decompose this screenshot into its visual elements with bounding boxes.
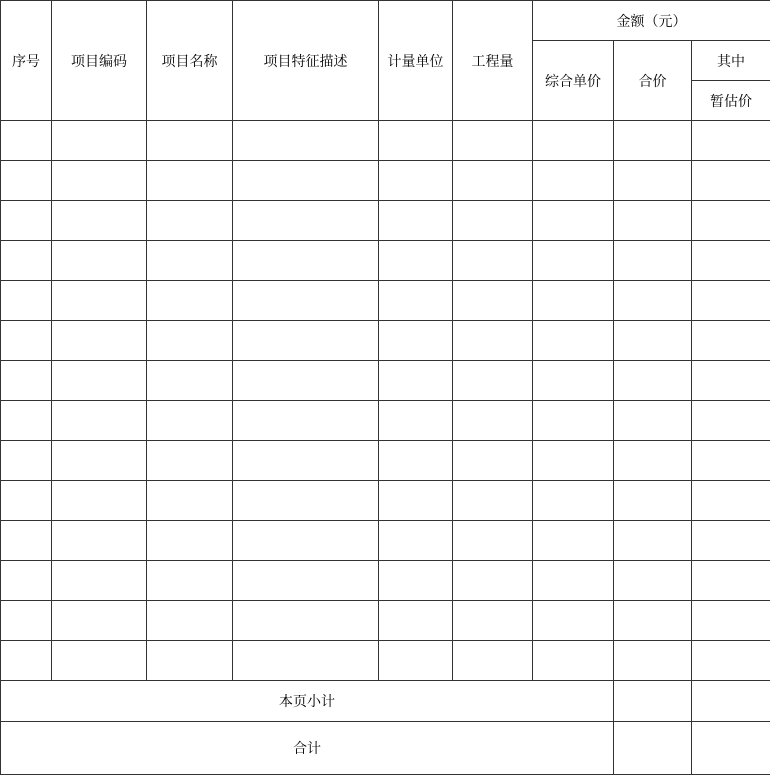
grand-total-label: 合计 bbox=[1, 722, 614, 775]
cell-total-price bbox=[614, 561, 692, 601]
cell-total-price bbox=[614, 321, 692, 361]
cell-code bbox=[52, 281, 147, 321]
cell-index bbox=[1, 201, 52, 241]
header-of-which: 其中 bbox=[692, 41, 770, 81]
cell-unit-price bbox=[533, 281, 614, 321]
cell-provisional bbox=[692, 401, 770, 441]
table-body bbox=[1, 121, 770, 681]
cell-quantity bbox=[453, 281, 533, 321]
cell-description bbox=[233, 401, 379, 441]
header-name: 项目名称 bbox=[147, 1, 233, 121]
cell-total-price bbox=[614, 201, 692, 241]
cell-provisional bbox=[692, 521, 770, 561]
cell-unit-price bbox=[533, 401, 614, 441]
table-row bbox=[1, 641, 770, 681]
cell-unit bbox=[379, 561, 453, 601]
cell-provisional bbox=[692, 161, 770, 201]
cell-unit-price bbox=[533, 641, 614, 681]
cell-unit bbox=[379, 521, 453, 561]
cell-code bbox=[52, 241, 147, 281]
cell-provisional bbox=[692, 281, 770, 321]
table-row bbox=[1, 321, 770, 361]
page-subtotal-label: 本页小计 bbox=[1, 681, 614, 722]
table-row bbox=[1, 161, 770, 201]
table-row bbox=[1, 521, 770, 561]
cell-provisional bbox=[692, 201, 770, 241]
cell-total-price bbox=[614, 281, 692, 321]
cell-provisional bbox=[692, 241, 770, 281]
cell-code bbox=[52, 641, 147, 681]
cell-unit-price bbox=[533, 441, 614, 481]
cell-index bbox=[1, 281, 52, 321]
cell-code bbox=[52, 361, 147, 401]
cell-total-price bbox=[614, 641, 692, 681]
cell-unit bbox=[379, 161, 453, 201]
table-row bbox=[1, 201, 770, 241]
cell-description bbox=[233, 161, 379, 201]
cell-description bbox=[233, 521, 379, 561]
cell-name bbox=[147, 481, 233, 521]
table-row bbox=[1, 601, 770, 641]
cell-total-price bbox=[614, 241, 692, 281]
cell-unit-price bbox=[533, 481, 614, 521]
cell-quantity bbox=[453, 401, 533, 441]
cell-provisional bbox=[692, 561, 770, 601]
table-row bbox=[1, 121, 770, 161]
cell-description bbox=[233, 281, 379, 321]
cell-index bbox=[1, 481, 52, 521]
cell-quantity bbox=[453, 201, 533, 241]
cell-code bbox=[52, 441, 147, 481]
cell-quantity bbox=[453, 561, 533, 601]
cell-unit-price bbox=[533, 361, 614, 401]
cell-unit-price bbox=[533, 241, 614, 281]
cell-quantity bbox=[453, 241, 533, 281]
cell-quantity bbox=[453, 481, 533, 521]
table-row bbox=[1, 441, 770, 481]
grand-total-provisional-cell bbox=[692, 722, 770, 775]
cell-total-price bbox=[614, 361, 692, 401]
header-provisional: 暂估价 bbox=[692, 81, 770, 121]
cell-description bbox=[233, 361, 379, 401]
cell-quantity bbox=[453, 321, 533, 361]
cell-provisional bbox=[692, 121, 770, 161]
cell-unit-price bbox=[533, 121, 614, 161]
cell-quantity bbox=[453, 161, 533, 201]
cell-name bbox=[147, 241, 233, 281]
table-row bbox=[1, 401, 770, 441]
cell-unit bbox=[379, 641, 453, 681]
cell-index bbox=[1, 561, 52, 601]
cell-total-price bbox=[614, 121, 692, 161]
cell-description bbox=[233, 121, 379, 161]
cell-description bbox=[233, 201, 379, 241]
header-index: 序号 bbox=[1, 1, 52, 121]
cell-code bbox=[52, 561, 147, 601]
cell-quantity bbox=[453, 641, 533, 681]
cell-quantity bbox=[453, 361, 533, 401]
cell-name bbox=[147, 561, 233, 601]
cell-unit bbox=[379, 121, 453, 161]
cell-description bbox=[233, 561, 379, 601]
cell-unit-price bbox=[533, 601, 614, 641]
cell-unit bbox=[379, 361, 453, 401]
cell-total-price bbox=[614, 521, 692, 561]
cell-unit bbox=[379, 401, 453, 441]
cell-provisional bbox=[692, 361, 770, 401]
cell-unit bbox=[379, 201, 453, 241]
cell-code bbox=[52, 201, 147, 241]
cell-name bbox=[147, 441, 233, 481]
header-total-price: 合价 bbox=[614, 41, 692, 121]
cell-unit-price bbox=[533, 161, 614, 201]
cell-unit bbox=[379, 241, 453, 281]
cell-description bbox=[233, 321, 379, 361]
header-unit-price: 综合单价 bbox=[533, 41, 614, 121]
page-subtotal-provisional-cell bbox=[692, 681, 770, 722]
cell-name bbox=[147, 121, 233, 161]
header-amount-group: 金额（元） bbox=[533, 1, 770, 41]
header-description: 项目特征描述 bbox=[233, 1, 379, 121]
cell-unit bbox=[379, 441, 453, 481]
cell-description bbox=[233, 481, 379, 521]
cell-unit-price bbox=[533, 521, 614, 561]
cell-index bbox=[1, 401, 52, 441]
table-row bbox=[1, 281, 770, 321]
cell-name bbox=[147, 641, 233, 681]
cell-code bbox=[52, 121, 147, 161]
cell-description bbox=[233, 641, 379, 681]
cell-index bbox=[1, 521, 52, 561]
cell-total-price bbox=[614, 441, 692, 481]
cell-provisional bbox=[692, 441, 770, 481]
cell-name bbox=[147, 321, 233, 361]
cell-name bbox=[147, 601, 233, 641]
cell-description bbox=[233, 441, 379, 481]
cell-index bbox=[1, 161, 52, 201]
cell-index bbox=[1, 321, 52, 361]
cell-quantity bbox=[453, 121, 533, 161]
cell-quantity bbox=[453, 601, 533, 641]
cell-code bbox=[52, 321, 147, 361]
cell-unit bbox=[379, 481, 453, 521]
cell-name bbox=[147, 401, 233, 441]
table-row bbox=[1, 481, 770, 521]
cell-index bbox=[1, 121, 52, 161]
cell-index bbox=[1, 641, 52, 681]
cell-total-price bbox=[614, 401, 692, 441]
table-row bbox=[1, 241, 770, 281]
cell-description bbox=[233, 241, 379, 281]
header-unit: 计量单位 bbox=[379, 1, 453, 121]
cell-description bbox=[233, 601, 379, 641]
cell-unit-price bbox=[533, 201, 614, 241]
cell-name bbox=[147, 361, 233, 401]
cell-provisional bbox=[692, 481, 770, 521]
grand-total-total-cell bbox=[614, 722, 692, 775]
header-code: 项目编码 bbox=[52, 1, 147, 121]
cell-total-price bbox=[614, 161, 692, 201]
cell-index bbox=[1, 241, 52, 281]
cell-unit bbox=[379, 281, 453, 321]
cell-unit-price bbox=[533, 321, 614, 361]
cell-code bbox=[52, 481, 147, 521]
cell-unit-price bbox=[533, 561, 614, 601]
cell-provisional bbox=[692, 321, 770, 361]
table-row bbox=[1, 361, 770, 401]
header-quantity: 工程量 bbox=[453, 1, 533, 121]
cell-unit bbox=[379, 601, 453, 641]
cell-code bbox=[52, 521, 147, 561]
cell-name bbox=[147, 201, 233, 241]
cell-index bbox=[1, 601, 52, 641]
cell-quantity bbox=[453, 521, 533, 561]
cell-total-price bbox=[614, 481, 692, 521]
cell-quantity bbox=[453, 441, 533, 481]
cell-index bbox=[1, 361, 52, 401]
cell-total-price bbox=[614, 601, 692, 641]
cell-provisional bbox=[692, 601, 770, 641]
page-subtotal-total-cell bbox=[614, 681, 692, 722]
table-row bbox=[1, 561, 770, 601]
cell-name bbox=[147, 161, 233, 201]
cell-unit bbox=[379, 321, 453, 361]
cell-code bbox=[52, 161, 147, 201]
cell-index bbox=[1, 441, 52, 481]
cell-code bbox=[52, 401, 147, 441]
cell-provisional bbox=[692, 641, 770, 681]
cell-name bbox=[147, 521, 233, 561]
cell-code bbox=[52, 601, 147, 641]
cell-name bbox=[147, 281, 233, 321]
